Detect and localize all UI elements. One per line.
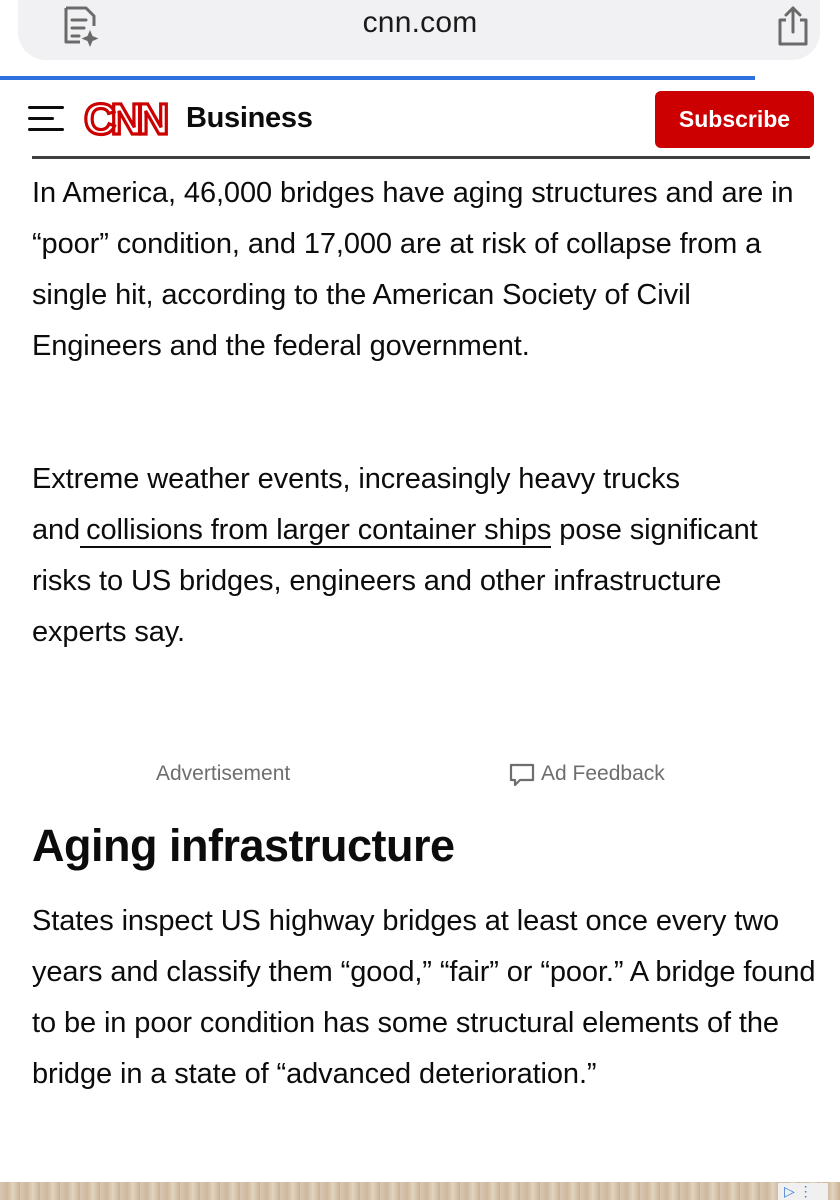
ad-choices-icon[interactable]: ▷ ⋮ (778, 1183, 828, 1200)
paragraph-text: pose significant risks to US bridges, engineers and other infrastructure experts say. (32, 514, 758, 648)
url-text[interactable]: cnn.com (362, 6, 478, 39)
hamburger-menu-icon[interactable] (28, 106, 66, 134)
speech-bubble-icon (509, 763, 535, 787)
cnn-logo[interactable] (84, 96, 180, 142)
browser-toolbar (0, 0, 840, 78)
cnn-logo-text: CNN (84, 96, 165, 142)
site-header (0, 80, 840, 160)
ad-feedback-label: Ad Feedback (541, 762, 665, 785)
subscribe-button[interactable]: Subscribe (655, 91, 814, 148)
header-divider (32, 156, 810, 159)
section-heading: Aging infrastructure (32, 820, 455, 871)
paragraph-text: Extreme weather events, increasingly heavy trucks and (32, 463, 680, 546)
section-name[interactable]: Business (186, 102, 313, 134)
article-paragraph: In America, 46,000 bridges have aging structures and are in “poor” condition, and 17,000 are at risk of collapse from a single hit, according to the American Society of Civil Engineers and the federal government. (32, 177, 794, 362)
advertisement-bar (0, 756, 840, 792)
container-ships-link[interactable]: collisions from larger container ships (80, 514, 551, 548)
advertisement-label: Advertisement (156, 762, 291, 785)
bottom-ad-image[interactable] (0, 1182, 840, 1200)
article-paragraph: States inspect US highway bridges at least once every two years and classify them “good,” “fair” or “poor.” A bridge found to be in poor condition has some structural elements of the bridge in a state of “advanced deterioration.” (32, 905, 816, 1090)
article-paragraph (32, 454, 822, 658)
